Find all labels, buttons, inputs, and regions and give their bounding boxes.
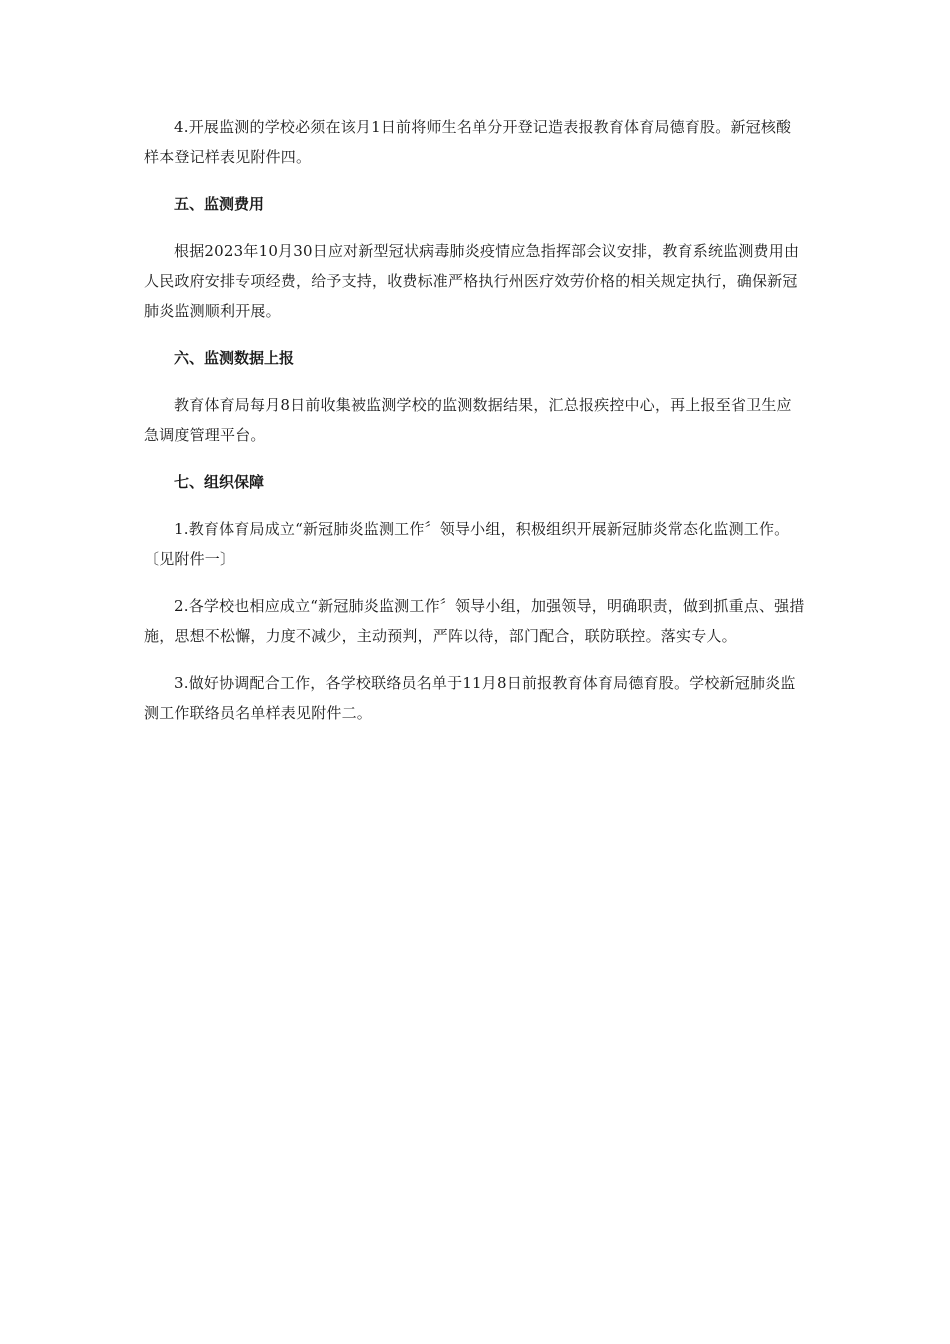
paragraph-item-3-coordination: 3.做好协调配合工作，各学校联络员名单于11月8日前报教育体育局德育股。学校新冠肺炎监测工作联络员名单样表见附件二。 bbox=[144, 674, 796, 722]
document-body bbox=[144, 112, 806, 745]
paragraph-item-4-register: 4.开展监测的学校必须在该月1日前将师生名单分开登记造表报教育体育局德育股。新冠核酸样本登记样表见附件四。 bbox=[144, 118, 792, 166]
paragraph-section-6-body: 教育体育局每月8日前收集被监测学校的监测数据结果，汇总报疾控中心，再上报至省卫生应急调度管理平台。 bbox=[144, 396, 792, 444]
paragraph-item-2-schools: 2.各学校也相应成立“新冠肺炎监测工作〞领导小组，加强领导，明确职责，做到抓重点、强措施，思想不松懈，力度不减少，主动预判，严阵以待，部门配合，联防联控。落实专人。 bbox=[144, 597, 805, 645]
heading-section-7: 七、组织保障 bbox=[174, 473, 265, 491]
paragraph-section-5-body: 根据2023年10月30日应对新型冠状病毒肺炎疫情应急指挥部会议安排，教育系统监测费用由人民政府安排专项经费，给予支持，收费标准严格执行州医疗效劳价格的相关规定执行，确保新冠肺炎监测顺利开展。 bbox=[144, 242, 800, 320]
heading-section-6: 六、监测数据上报 bbox=[174, 349, 295, 367]
heading-section-5: 五、监测费用 bbox=[174, 195, 265, 213]
paragraph-item-1-leadership: 1.教育体育局成立“新冠肺炎监测工作〞领导小组，积极组织开展新冠肺炎常态化监测工作。〔见附件一〕 bbox=[144, 520, 790, 568]
